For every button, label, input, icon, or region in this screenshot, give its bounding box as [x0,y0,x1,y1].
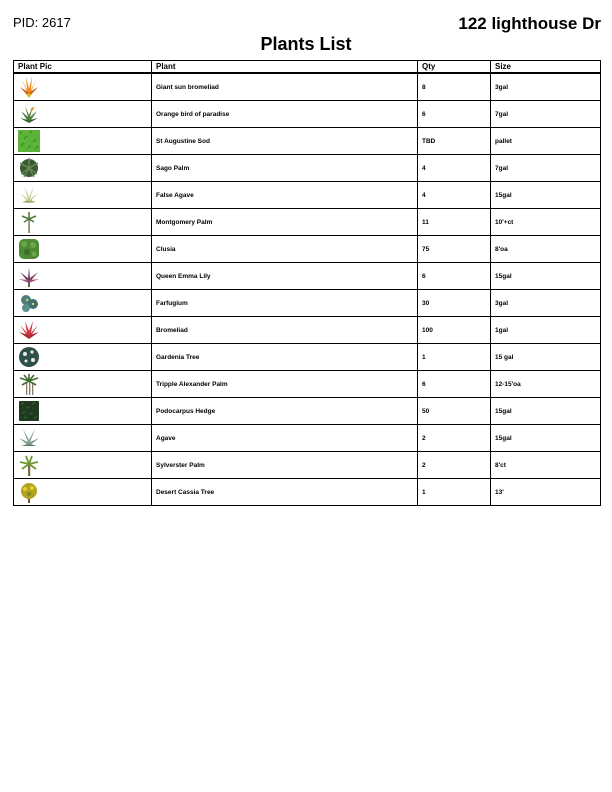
plant-pic-cell [14,209,152,236]
plant-pic-cell [14,317,152,344]
plant-name-cell: St Augustine Sod [152,128,418,155]
size-cell: 8'oa [491,236,601,263]
table-row [14,182,601,209]
qty-cell: 6 [418,101,491,128]
size-cell: 1gal [491,317,601,344]
size-cell: 15gal [491,398,601,425]
plant-pic-cell [14,73,152,101]
plant-pic-cell [14,479,152,506]
table-row [14,263,601,290]
table-row [14,452,601,479]
qty-cell: 30 [418,290,491,317]
table-row [14,209,601,236]
size-cell: 12-15'oa [491,371,601,398]
plants-table [13,60,601,506]
plant-name-cell: Sago Palm [152,155,418,182]
column-header-plant-pic: Plant Pic [14,61,152,74]
size-cell: 15gal [491,263,601,290]
table-row [14,371,601,398]
alexander-palm-icon [18,373,40,395]
table-row [14,73,601,101]
plant-name-cell: Gardenia Tree [152,344,418,371]
column-header-qty: Qty [418,61,491,74]
size-cell: pallet [491,128,601,155]
table-header-row [14,61,601,74]
qty-cell: 1 [418,479,491,506]
qty-cell: 6 [418,371,491,398]
table-row [14,101,601,128]
plant-name-cell: Clusia [152,236,418,263]
qty-cell: 6 [418,263,491,290]
sago-palm-icon [18,157,40,179]
qty-cell: 8 [418,73,491,101]
table-row [14,155,601,182]
desert-cassia-icon [18,481,40,503]
table-row [14,425,601,452]
podocarpus-hedge-icon [18,400,40,422]
bromeliad-red-icon [18,319,40,341]
plant-name-cell: Queen Emma Lily [152,263,418,290]
column-header-size: Size [491,61,601,74]
plant-pic-cell [14,128,152,155]
qty-cell: 1 [418,344,491,371]
table-row [14,317,601,344]
qty-cell: 100 [418,317,491,344]
qty-cell: TBD [418,128,491,155]
false-agave-icon [18,184,40,206]
address-heading: 122 lighthouse Dr [458,14,601,33]
montgomery-palm-icon [18,211,40,233]
table-row [14,236,601,263]
sylvester-palm-icon [18,454,40,476]
clusia-icon [18,238,40,260]
table-row [14,479,601,506]
plant-pic-cell [14,425,152,452]
pid-label: PID: 2617 [13,15,71,30]
qty-cell: 2 [418,425,491,452]
size-cell: 15gal [491,425,601,452]
qty-cell: 2 [418,452,491,479]
plant-name-cell: Tripple Alexander Palm [152,371,418,398]
plant-pic-cell [14,263,152,290]
plant-pic-cell [14,155,152,182]
plant-pic-cell [14,452,152,479]
qty-cell: 11 [418,209,491,236]
plant-name-cell: Podocarpus Hedge [152,398,418,425]
sod-icon [18,130,40,152]
plant-pic-cell [14,236,152,263]
plant-pic-cell [14,101,152,128]
size-cell: 10'+ct [491,209,601,236]
size-cell: 7gal [491,155,601,182]
qty-cell: 4 [418,155,491,182]
plant-name-cell: Orange bird of paradise [152,101,418,128]
size-cell: 3gal [491,290,601,317]
qty-cell: 50 [418,398,491,425]
plant-name-cell: Farfugium [152,290,418,317]
bird-of-paradise-icon [18,103,40,125]
plant-name-cell: Giant sun bromeliad [152,73,418,101]
bromeliad-orange-icon [18,76,40,98]
agave-icon [18,427,40,449]
plant-pic-cell [14,290,152,317]
qty-cell: 4 [418,182,491,209]
column-header-plant: Plant [152,61,418,74]
gardenia-tree-icon [18,346,40,368]
table-row [14,290,601,317]
size-cell: 7gal [491,101,601,128]
plant-name-cell: Bromeliad [152,317,418,344]
farfugium-icon [18,292,40,314]
size-cell: 13' [491,479,601,506]
plant-name-cell: Desert Cassia Tree [152,479,418,506]
table-row [14,128,601,155]
size-cell: 8'ct [491,452,601,479]
queen-emma-lily-icon [18,265,40,287]
plant-pic-cell [14,371,152,398]
size-cell: 3gal [491,73,601,101]
plant-name-cell: False Agave [152,182,418,209]
qty-cell: 75 [418,236,491,263]
plant-pic-cell [14,398,152,425]
table-row [14,344,601,371]
plant-name-cell: Agave [152,425,418,452]
table-row [14,398,601,425]
page-title: Plants List [260,34,352,54]
size-cell: 15gal [491,182,601,209]
plant-pic-cell [14,344,152,371]
plant-name-cell: Montgomery Palm [152,209,418,236]
plant-name-cell: Sylverster Palm [152,452,418,479]
size-cell: 15 gal [491,344,601,371]
plant-pic-cell [14,182,152,209]
